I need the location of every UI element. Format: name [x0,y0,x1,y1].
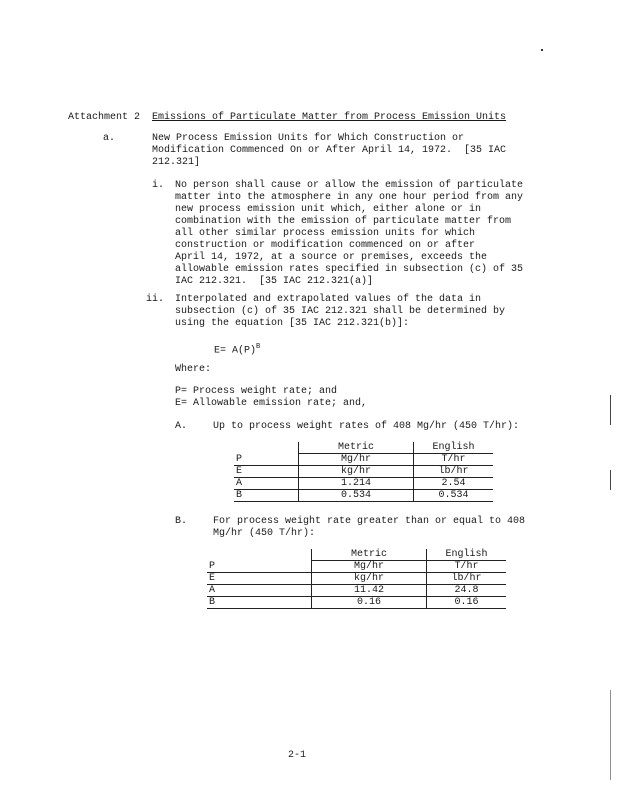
equation: $E= A(P)^B$ [214,343,261,357]
table-low-rate [234,442,493,502]
english-cell: T/hr [414,454,494,466]
subsection-a-letter: A. [175,421,188,432]
attachment-label: Attachment 2 [68,112,141,123]
row-label: P [207,561,312,573]
table-row [207,573,506,585]
table-row [234,490,493,502]
subsection-b-letter: B. [175,516,188,527]
definition-p: P= Process weight rate; and [175,386,338,397]
table-header-blank [207,549,312,561]
row-label: P [234,454,299,466]
item-i-number: i. [152,180,165,191]
section-a-heading-line-1: New Process Emission Units for Which Construction or [152,133,465,144]
item-i-line-9: IAC 212.321. [35 IAC 212.321(a)] [175,276,374,287]
item-i-line-1: No person shall cause or allow the emission of particulate [175,180,524,191]
metric-cell: 0.534 [299,490,414,502]
item-i-line-3: new process emission unit which, either alone or in [175,204,482,215]
table-header-english: English [427,549,507,561]
table-header-blank [234,442,299,454]
table-header-english: English [414,442,494,454]
metric-cell: kg/hr [312,573,427,585]
section-a-heading-line-3: 212.321] [152,157,201,168]
table-row [207,561,506,573]
table-high-rate [207,549,506,609]
table-row [234,466,493,478]
metric-cell: 11.42 [312,585,427,597]
item-ii-number: ii. [146,294,165,305]
table-header-metric: Metric [312,549,427,561]
table-row [234,454,493,466]
subsection-a-text: Up to process weight rates of 408 Mg/hr (450 T/hr): [213,421,520,432]
english-cell: lb/hr [427,573,507,585]
item-i-line-2: matter into the atmosphere in any one hour period from any [175,192,524,203]
metric-cell: kg/hr [299,466,414,478]
item-ii-line-1: Interpolated and extrapolated values of the data in [175,294,482,305]
item-ii-line-2: subsection (c) of 35 IAC 212.321 shall be determined by [175,306,506,317]
english-cell: lb/hr [414,466,494,478]
row-label: B [234,490,299,502]
subsection-b-line-1: For process weight rate greater than or equal to 408 [213,516,526,527]
english-cell: 0.16 [427,597,507,609]
table-header-row [207,549,506,561]
metric-cell: Mg/hr [312,561,427,573]
item-i-line-6: construction or modification commenced on or after [175,240,476,251]
subsection-b-line-2: Mg/hr (450 T/hr): [213,528,316,539]
page-number: 2-1 [288,750,307,761]
item-i-line-5: all other similar process emission units for which [175,228,476,239]
metric-cell: 0.16 [312,597,427,609]
section-a-letter: a. [103,133,116,144]
definition-e: E= Allowable emission rate; and, [175,398,368,409]
item-i-line-8: allowable emission rates specified in subsection (c) of 35 [175,264,524,275]
english-cell: 24.8 [427,585,507,597]
english-cell: T/hr [427,561,507,573]
item-i-line-7: April 14, 1972, at a source or premises, exceeds the [175,252,488,263]
document-title: Emissions of Particulate Matter from Process Emission Units [152,112,507,123]
row-label: B [207,597,312,609]
metric-cell: Mg/hr [299,454,414,466]
where-label: Where: [175,364,212,375]
section-a-heading-line-2: Modification Commenced On or After April 14, 1972. [35 IAC [152,145,507,156]
item-ii-line-3: using the equation [35 IAC 212.321(b)]: [175,318,410,329]
scan-edge-mark [610,395,611,425]
scan-edge-mark [610,690,611,780]
item-i-line-4: combination with the emission of particulate matter from [175,216,512,227]
row-label: A [234,478,299,490]
row-label: E [234,466,299,478]
table-row [234,478,493,490]
scan-edge-mark [610,470,611,490]
row-label: A [207,585,312,597]
table-row [207,585,506,597]
metric-cell: 1.214 [299,478,414,490]
english-cell: 0.534 [414,490,494,502]
table-header-row [234,442,493,454]
table-row [207,597,506,609]
row-label: E [207,573,312,585]
table-header-metric: Metric [299,442,414,454]
scan-speck [541,49,543,51]
english-cell: 2.54 [414,478,494,490]
